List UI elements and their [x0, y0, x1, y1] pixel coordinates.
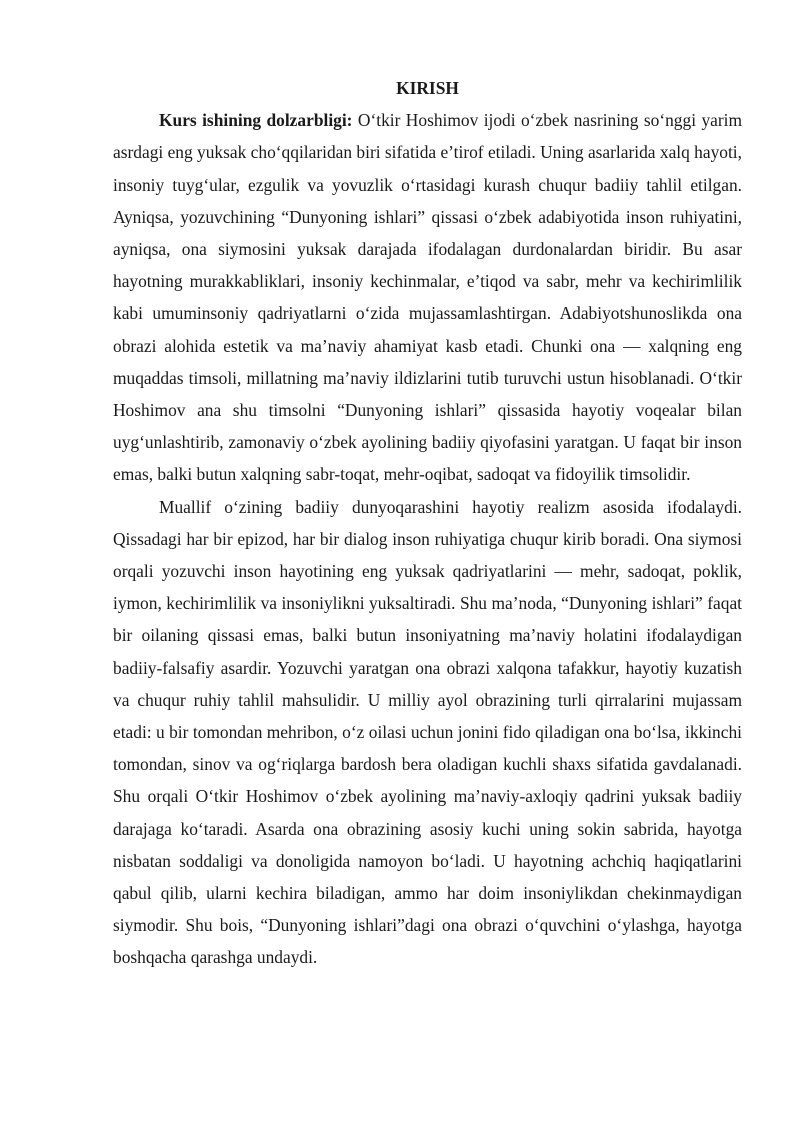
paragraph-author-worldview	[113, 491, 742, 974]
paragraph-relevance	[113, 104, 742, 490]
section-heading: KIRISH	[396, 78, 459, 98]
paragraph-text: Muallif o‘zining badiiy dunyoqarashini hayotiy realizm asosida ifodalaydi. Qissadagi har bir epizod, har bir dialog inson ruhiyatiga chuqur kirib boradi. Ona siymosi orqali yozuvchi inson hayotining eng yuksak qadriyatlarini — mehr, sadoqat, poklik, iymon, kechirimlilik va insoniylikni yuksaltiradi. Shu ma’noda, “Dunyoning ishlari” faqat bir oilaning qissasi emas, balki butun insoniyatning ma’naviy holatini ifodalaydigan badiiy-falsafiy asardir. Yozuvchi yaratgan ona obrazi xalqona tafakkur, hayotiy kuzatish va chuqur ruhiy tahlil mahsulidir. U milliy ayol obrazining turli qirralarini mujassam etadi: u bir tomondan mehribon, o‘z oilasi uchun jonini fido qiladigan ona bo‘lsa, ikkinchi tomondan, sinov va og‘riqlarga bardosh bera oladigan kuchli shaxs sifatida gavdalanadi. Shu orqali O‘tkir Hoshimov o‘zbek ayolining ma’naviy-axloqiy qadrini yuksak badiiy darajaga ko‘taradi. Asarda ona obrazining asosiy kuchi uning sokin sabrida, hayotga nisbatan soddaligi va donoligida namoyon bo‘ladi. U hayotning achchiq haqiqatlarini qabul qilib, ularni kechira biladigan, ammo har doim insoniylikdan chekinmaydigan siymodir. Shu bois, “Dunyoning ishlari”dagi ona obrazi o‘quvchini o‘ylashga, hayotga boshqacha qarashga undaydi.	[113, 496, 742, 968]
paragraph-text: O‘tkir Hoshimov ijodi o‘zbek nasrining so‘nggi yarim asrdagi eng yuksak cho‘qqilaridan biri sifatida e’tirof etiladi. Uning asarlarida xalq hayoti, insoniy tuyg‘ular, ezgulik va yovuzlik o‘rtasidagi kurash chuqur badiiy tahlil etilgan. Ayniqsa, yozuvchining “Dunyoning ishlari” qissasi o‘zbek adabiyotida inson ruhiyatini, ayniqsa, ona siymosini yuksak darajada ifodalagan durdonalardan biridir. Bu asar hayotning murakkabliklari, insoniy kechinmalar, e’tiqod va sabr, mehr va kechirimlilik kabi umuminsoniy qadriyatlarni o‘zida mujassamlashtirgan. Adabiyotshunoslikda ona obrazi alohida estetik va ma’naviy ahamiyat kasb etadi. Chunki ona — xalqning eng muqaddas timsoli, millatning ma’naviy ildizlarini tutib turuvchi ustun hisoblanadi. O‘tkir Hoshimov ana shu timsolni “Dunyoning ishlari” qissasida hayotiy voqealar bilan uyg‘unlashtirib, zamonaviy o‘zbek ayolining badiiy qiyofasini yaratgan. U faqat bir inson emas, balki butun xalqning sabr-toqat, mehr-oqibat, sadoqat va fidoyilik timsolidir.	[113, 110, 743, 485]
document-body	[113, 72, 742, 974]
paragraph-lead-label: Kurs ishining dolzarbligi:	[159, 110, 353, 131]
